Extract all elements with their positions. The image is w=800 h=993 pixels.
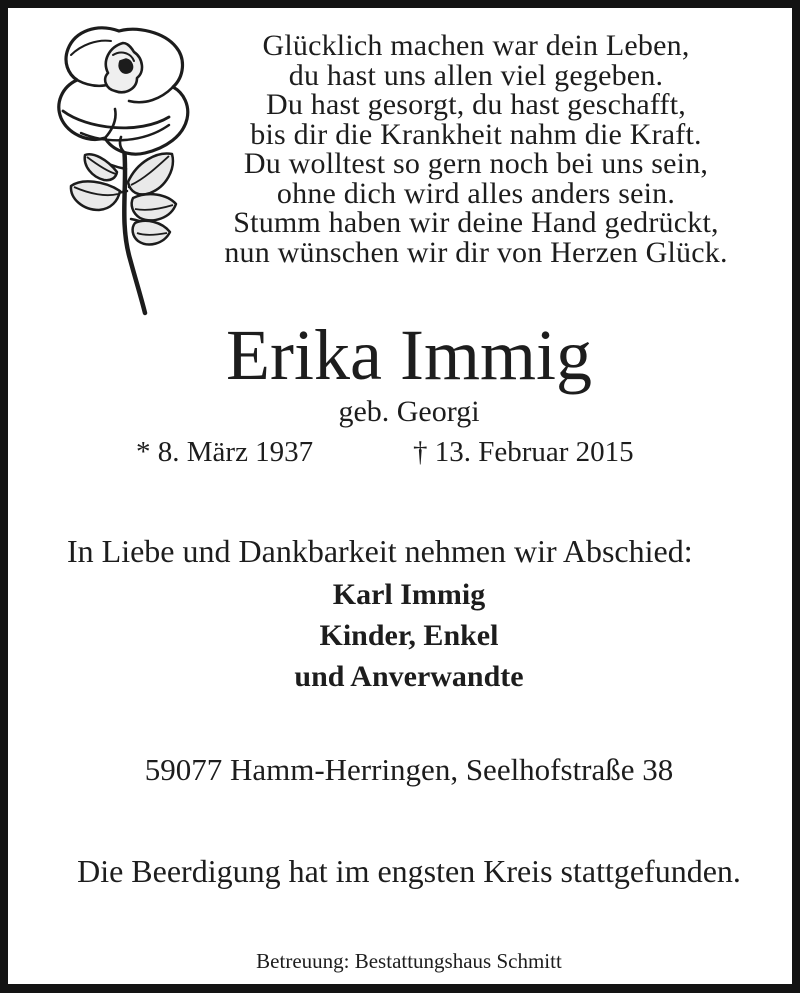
deceased-name: Erika Immig <box>226 315 592 395</box>
memorial-poem <box>154 31 798 267</box>
address-line: 59077 Hamm-Herringen, Seelhofstraße 38 <box>144 752 674 787</box>
poem-line: du hast uns allen viel gegeben. <box>288 58 664 92</box>
maiden-name: geb. Georgi <box>338 395 480 428</box>
poem-line: Du hast gesorgt, du hast geschafft, <box>266 88 686 121</box>
poem-line: bis dir die Krankheit nahm die Kraft. <box>250 117 702 151</box>
mourner-line: Karl Immig <box>332 578 486 611</box>
funeral-home-note: Betreuung: Bestattungshaus Schmitt <box>256 949 562 973</box>
farewell-line: In Liebe und Dankbarkeit nehmen wir Abschied: <box>67 533 693 569</box>
mourners-list <box>8 574 800 697</box>
poem-line: ohne dich wird alles anders sein. <box>276 176 676 210</box>
poem-line: Stumm haben wir deine Hand gedrückt, <box>233 206 719 239</box>
poem-line: Glücklich machen war dein Leben, <box>262 29 690 62</box>
funeral-note: Die Beerdigung hat im engsten Kreis stattgefunden. <box>77 853 741 889</box>
poem-line: Du wolltest so gern noch bei uns sein, <box>243 147 709 180</box>
mourner-line: Kinder, Enkel <box>319 619 499 652</box>
death-date: † 13. Februar 2015 <box>413 436 634 468</box>
poem-line: nun wünschen wir dir von Herzen Glück. <box>224 235 728 269</box>
birth-date: * 8. März 1937 <box>136 436 314 468</box>
mourner-line: und Anverwandte <box>294 660 524 693</box>
